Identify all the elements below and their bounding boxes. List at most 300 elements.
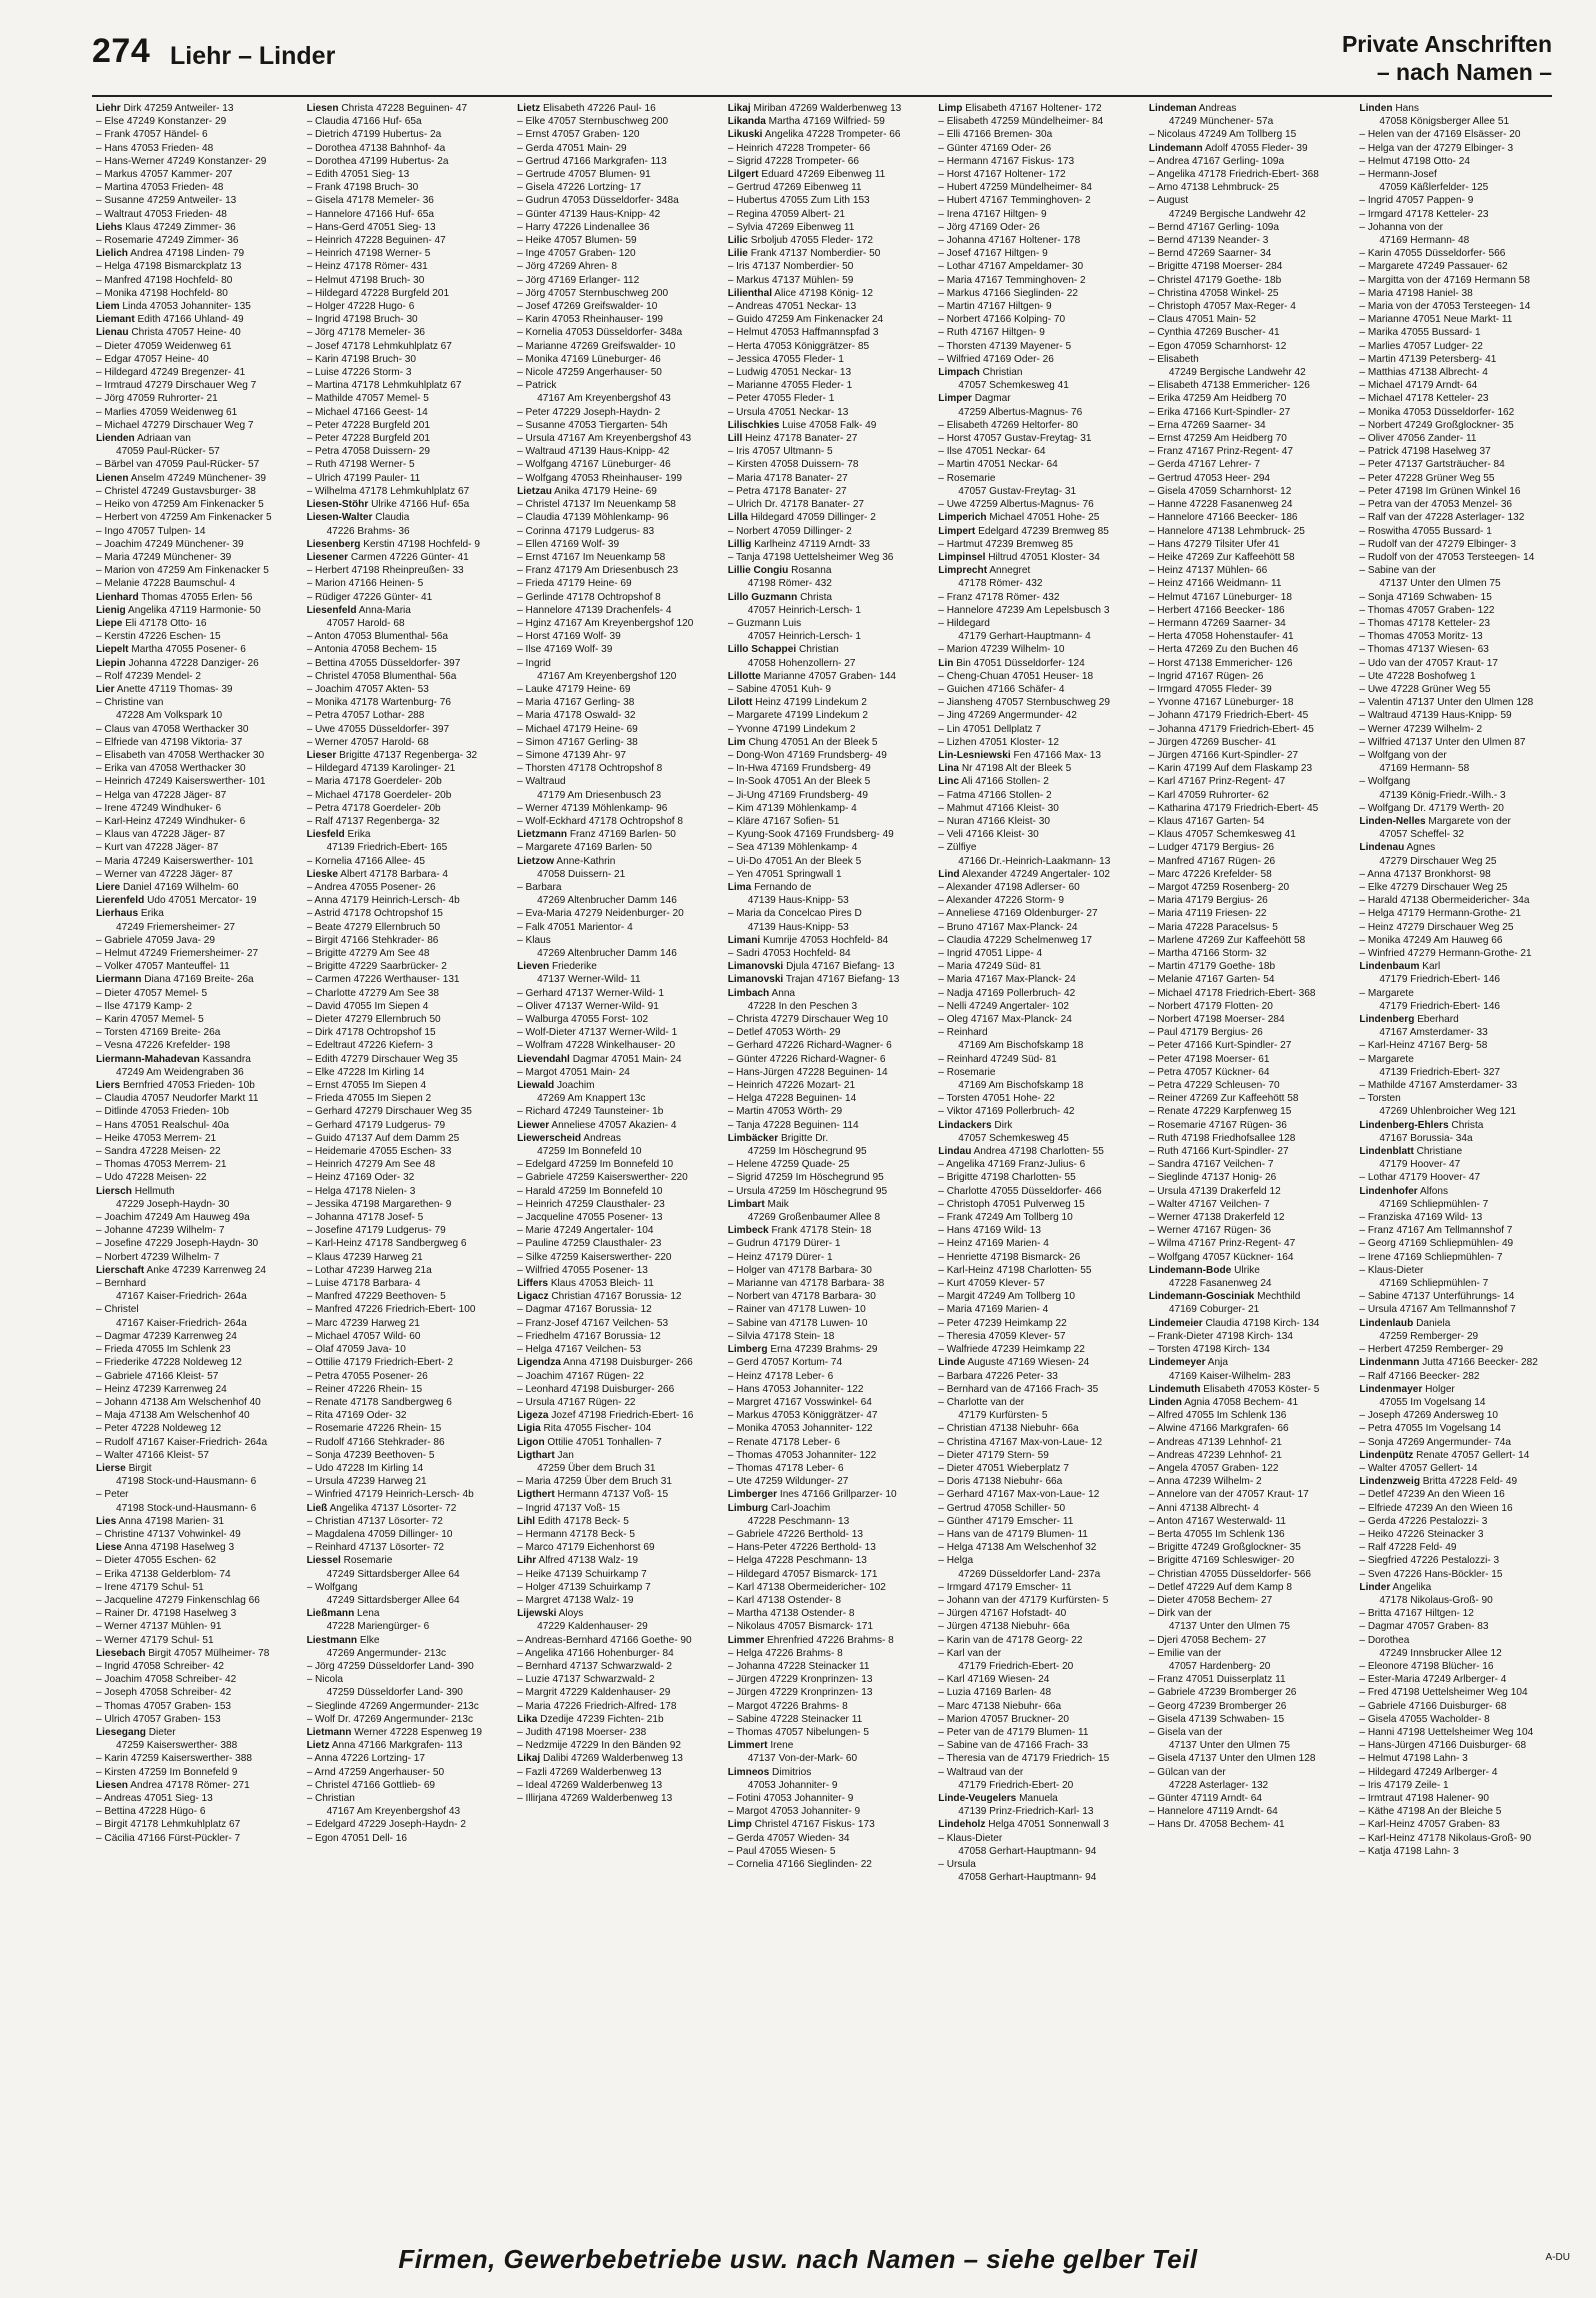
entry-text: – Johanna 47178 Josef- 5 xyxy=(306,1212,424,1224)
entry-text: Martha 47169 Wilfried- 59 xyxy=(768,116,885,128)
entry-text: Anke 47239 Karrenweg 24 xyxy=(146,1264,267,1276)
directory-entry xyxy=(938,208,1133,221)
section-title-line1: Private Anschriften xyxy=(1341,31,1552,57)
directory-entry xyxy=(1149,313,1344,326)
entry-text: – Winfried 47179 Heinrich-Lersch- 4b xyxy=(306,1489,474,1501)
entry-text: 47059 Käßlerfelder- 125 xyxy=(1379,182,1489,194)
directory-entry xyxy=(728,1105,923,1118)
entry-text: – Sabine 47051 Kuh- 9 xyxy=(727,683,831,695)
entry-text: 47057 Heinrich-Lersch- 1 xyxy=(747,604,862,616)
directory-entry xyxy=(96,1079,291,1092)
directory-entry xyxy=(96,525,291,538)
entry-surname: Lillotte xyxy=(727,670,761,682)
entry-text: – Irene 47249 Windhuker- 6 xyxy=(96,802,222,814)
directory-entry xyxy=(728,1858,923,1871)
directory-entry xyxy=(307,1330,502,1343)
entry-text: – Martin 47053 Wörth- 29 xyxy=(727,1106,843,1118)
entry-text: – Hermann 47269 Saarner- 34 xyxy=(1148,617,1286,629)
entry-text: – Margit 47249 Am Tollberg 10 xyxy=(938,1291,1076,1303)
entry-text: – Lin 47051 Dellplatz 7 xyxy=(938,723,1041,735)
entry-surname: Liem xyxy=(96,301,120,313)
entry-text: – Fatma 47166 Stollen- 2 xyxy=(938,789,1052,801)
directory-entry xyxy=(728,1752,923,1765)
entry-surname: Lilienthal xyxy=(727,287,773,299)
entry-text: – Franz 47051 Duisserplatz 11 xyxy=(1148,1674,1286,1686)
directory-entry xyxy=(938,630,1133,643)
entry-text: 47169 Coburger- 21 xyxy=(1168,1304,1260,1316)
directory-entry xyxy=(938,591,1133,604)
entry-text: Elisabeth 47226 Paul- 16 xyxy=(542,103,656,114)
entry-text: – Gabriele 47166 Kleist- 57 xyxy=(96,1370,219,1382)
entry-text: 47249 Am Weidengraben 36 xyxy=(116,1066,244,1078)
directory-entry xyxy=(1359,1251,1554,1264)
directory-entry xyxy=(938,762,1133,775)
directory-entry xyxy=(307,683,502,696)
directory-entry xyxy=(728,168,923,181)
directory-entry xyxy=(1359,485,1554,498)
directory-entry xyxy=(938,1422,1133,1435)
directory-entry xyxy=(938,564,1133,577)
directory-entry xyxy=(517,1700,712,1713)
directory-entry xyxy=(517,1396,712,1409)
entry-text: – Ingrid 47137 Voß- 15 xyxy=(517,1502,620,1514)
entry-text: Ottilie 47051 Tonhallen- 7 xyxy=(547,1436,662,1448)
directory-entry xyxy=(307,1145,502,1158)
entry-text: – Gerhard 47167 Max-von-Laue- 12 xyxy=(938,1489,1100,1501)
entry-text: Anna xyxy=(771,987,796,999)
directory-entry xyxy=(1149,1462,1344,1475)
directory-entry xyxy=(938,1488,1133,1501)
entry-text: – Friedhelm 47167 Borussia- 12 xyxy=(517,1330,661,1342)
entry-text: – Ursula 47167 Am Kreyenbergshof 43 xyxy=(517,433,692,445)
directory-entry xyxy=(728,1224,923,1237)
directory-entry xyxy=(938,168,1133,181)
entry-surname: Ligia xyxy=(517,1423,541,1435)
entry-text: 47057 Scheffel- 32 xyxy=(1379,829,1464,841)
entry-text: – Thomas 47057 Graben- 122 xyxy=(1359,604,1495,616)
entry-text: – Gerhard 47279 Dirschauer Weg 35 xyxy=(306,1106,472,1118)
directory-entry xyxy=(938,1105,1133,1118)
entry-text: – Erna 47269 Saarner- 34 xyxy=(1148,419,1266,431)
directory-entry xyxy=(728,1264,923,1277)
directory-entry xyxy=(938,300,1133,313)
directory-entry xyxy=(307,1475,502,1488)
directory-entry xyxy=(1359,1211,1554,1224)
entry-text: 47055 Im Vogelsang 14 xyxy=(1379,1396,1486,1408)
entry-text: – Helga 47226 Brahms- 8 xyxy=(727,1647,843,1659)
entry-text: – Thomas 47053 Moritz- 13 xyxy=(1359,631,1483,643)
directory-entry xyxy=(728,934,923,947)
directory-entry xyxy=(728,1488,923,1501)
directory-entry xyxy=(517,1634,712,1647)
entry-text: – Günter 47139 Haus-Knipp- 42 xyxy=(517,208,661,220)
directory-entry xyxy=(1149,1805,1344,1818)
directory-entry xyxy=(96,934,291,947)
entry-text: – Corinna 47179 Ludgerus- 83 xyxy=(517,525,655,537)
directory-entry xyxy=(1359,1330,1554,1343)
entry-text: – Andreas 47239 Lehnhof- 21 xyxy=(1148,1449,1282,1461)
entry-text: – Gerhard 47179 Ludgerus- 79 xyxy=(306,1119,446,1131)
entry-text: – Maria 47169 Marien- 4 xyxy=(938,1304,1049,1316)
directory-entry xyxy=(1359,894,1554,907)
directory-entry xyxy=(728,1132,923,1145)
entry-surname: Lillo Schappei xyxy=(727,644,797,656)
entry-text: – Maria da Concelcao Pires D xyxy=(727,908,862,920)
directory-entry xyxy=(307,696,502,709)
directory-entry xyxy=(517,855,712,868)
entry-surname: Liffers xyxy=(517,1278,548,1290)
directory-entry xyxy=(307,1502,502,1515)
directory-entry xyxy=(307,1660,502,1673)
entry-text: – Margarete 47249 Passauer- 62 xyxy=(1359,261,1508,273)
directory-entry xyxy=(517,736,712,749)
directory-entry xyxy=(1149,260,1344,273)
directory-entry xyxy=(96,142,291,155)
directory-entry xyxy=(307,1620,502,1633)
entry-text: – Karin 47198 Bruch- 30 xyxy=(306,353,416,365)
entry-text: Fernando de xyxy=(754,881,812,893)
entry-text: – Nicole 47259 Angerhauser- 50 xyxy=(517,367,662,379)
directory-entry xyxy=(1149,1053,1344,1066)
directory-entry xyxy=(96,670,291,683)
entry-text: – Kerstin 47226 Eschen- 15 xyxy=(96,631,221,643)
directory-entry xyxy=(1359,1396,1554,1409)
directory-entry xyxy=(1359,326,1554,339)
entry-text: Jozef 47198 Friedrich-Ebert- 16 xyxy=(551,1410,694,1422)
entry-text: – In-Sook 47051 An der Bleek 5 xyxy=(727,776,871,788)
entry-text: – Franz-Josef 47167 Veilchen- 53 xyxy=(517,1317,669,1329)
entry-surname: Lilgert xyxy=(727,169,759,181)
entry-text: – Franz 47178 Römer- 432 xyxy=(938,591,1060,603)
entry-text: – Ludwig 47051 Neckar- 13 xyxy=(727,367,852,379)
entry-text: – Michael 47166 Geest- 14 xyxy=(306,406,428,418)
directory-entry xyxy=(96,128,291,141)
directory-entry xyxy=(938,1845,1133,1858)
directory-entry xyxy=(1149,1581,1344,1594)
directory-entry xyxy=(307,525,502,538)
directory-entry xyxy=(1149,274,1344,287)
entry-text: – Christian 47055 Düsseldorfer- 566 xyxy=(1148,1568,1311,1580)
directory-entry xyxy=(1149,392,1344,405)
directory-entry xyxy=(307,274,502,287)
directory-entry xyxy=(517,1264,712,1277)
directory-entry xyxy=(1359,1818,1554,1831)
directory-entry xyxy=(307,1436,502,1449)
directory-entry xyxy=(728,432,923,445)
entry-text: Adolf 47055 Fleder- 39 xyxy=(1204,142,1308,154)
directory-entry xyxy=(517,1013,712,1026)
entry-text: Andreas xyxy=(1198,103,1237,114)
directory-entry xyxy=(307,894,502,907)
entry-text: – Norbert 47059 Dillinger- 2 xyxy=(727,525,852,537)
directory-entry xyxy=(1359,1739,1554,1752)
directory-entry xyxy=(517,1158,712,1171)
entry-text: 47139 Haus-Knipp- 53 xyxy=(747,921,849,933)
entry-text: – Jürgen 47166 Kurt-Spindler- 27 xyxy=(1148,749,1299,761)
entry-text: – Helga van der 47279 Elbinger- 3 xyxy=(1359,142,1514,154)
entry-text: Angelika 47228 Trompeter- 66 xyxy=(764,129,901,141)
entry-text: – Charlotte 47055 Düsseldorfer- 466 xyxy=(938,1185,1102,1197)
entry-surname: Likaj xyxy=(727,103,751,114)
directory-entry xyxy=(1149,432,1344,445)
directory-entry xyxy=(1149,1211,1344,1224)
entry-text: – Helga 47228 Beguinen- 14 xyxy=(727,1093,857,1105)
entry-text: Andreas xyxy=(583,1132,621,1144)
entry-text: – Karin 47053 Rheinhauser- 199 xyxy=(517,314,664,326)
entry-surname: Lillo Guzmann xyxy=(727,591,798,603)
directory-entry xyxy=(1149,1700,1344,1713)
entry-text: – Helmut 47198 Lahn- 3 xyxy=(1359,1753,1468,1765)
directory-entry xyxy=(728,1290,923,1303)
entry-text: – Petra 47058 Duissern- 29 xyxy=(306,446,431,458)
entry-text: – Arnd 47259 Angerhauser- 50 xyxy=(306,1766,445,1778)
directory-entry xyxy=(938,1303,1133,1316)
directory-entry xyxy=(1359,683,1554,696)
entry-text: 47058 Hohenzollern- 27 xyxy=(747,657,856,669)
directory-entry xyxy=(307,1581,502,1594)
entry-text: – Marco 47179 Eichenhorst 69 xyxy=(517,1542,655,1554)
directory-entry xyxy=(938,1858,1133,1871)
entry-text: – Wolfgang xyxy=(1359,776,1411,788)
directory-column xyxy=(1359,102,1554,2234)
entry-text: – Rudolf von der 47053 Tersteegen- 14 xyxy=(1359,551,1535,563)
directory-entry xyxy=(1359,221,1554,234)
entry-text: – Torsten xyxy=(1359,1093,1401,1105)
directory-entry xyxy=(517,511,712,524)
directory-entry xyxy=(728,1092,923,1105)
entry-text: – Birgit 47166 Stehkrader- 86 xyxy=(306,934,439,946)
entry-text: – Thomas 47053 Merrem- 21 xyxy=(96,1159,227,1171)
directory-entry xyxy=(307,1119,502,1132)
entry-text: – Günter 47226 Richard-Wagner- 6 xyxy=(727,1053,886,1065)
entry-text: – Paul 47055 Wiesen- 5 xyxy=(727,1845,836,1857)
entry-text: 47228 Asterlager- 132 xyxy=(1168,1779,1269,1791)
directory-entry xyxy=(517,300,712,313)
entry-text: – Barbara 47226 Peter- 33 xyxy=(938,1370,1058,1382)
directory-entry xyxy=(307,749,502,762)
entry-text: – Luise 47226 Storm- 3 xyxy=(306,367,412,379)
directory-entry xyxy=(728,155,923,168)
entry-text: – Norbert 47179 Flotten- 20 xyxy=(1148,1000,1273,1012)
entry-text: – Marlies 47059 Weidenweg 61 xyxy=(96,406,238,418)
entry-text: Anselm 47249 Münchener- 39 xyxy=(130,472,267,484)
directory-entry xyxy=(938,1251,1133,1264)
entry-text: – Heinz 47166 Weidmann- 11 xyxy=(1148,578,1282,590)
entry-text: Brigitte Dr. xyxy=(781,1132,829,1144)
directory-entry xyxy=(1149,445,1344,458)
directory-entry xyxy=(728,458,923,471)
entry-surname: Lies xyxy=(96,1515,117,1527)
entry-text: – Frank 47198 Bruch- 30 xyxy=(306,182,419,194)
directory-entry xyxy=(938,577,1133,590)
directory-entry xyxy=(1359,947,1554,960)
entry-surname: Limmer xyxy=(727,1634,765,1646)
entry-text: Angelika 47137 Lösorter- 72 xyxy=(329,1502,457,1514)
entry-text: – Manfred 47198 Hochfeld- 80 xyxy=(96,274,233,286)
directory-entry xyxy=(96,511,291,524)
directory-entry xyxy=(307,1554,502,1567)
entry-surname: Limanovski xyxy=(727,961,784,973)
entry-text: – Heiko von 47259 Am Finkenacker 5 xyxy=(96,499,264,511)
entry-text: – Jörg 47269 Ahren- 8 xyxy=(517,261,618,273)
entry-text: 47169 Schliepmühlen- 7 xyxy=(1379,1278,1489,1290)
entry-text: Karl xyxy=(1422,961,1441,973)
entry-text: Lena xyxy=(357,1608,380,1620)
entry-text: – Jing 47269 Angermunder- 42 xyxy=(938,710,1077,722)
directory-entry xyxy=(307,1026,502,1039)
entry-text: 47169 Kaiser-Wilhelm- 283 xyxy=(1168,1370,1291,1382)
entry-text: – Jessika 47198 Margarethen- 9 xyxy=(306,1198,452,1210)
entry-text: – Monika 47053 Düsseldorfer- 162 xyxy=(1359,406,1515,418)
directory-entry xyxy=(938,815,1133,828)
directory-entry xyxy=(517,379,712,392)
entry-text: – Karl-Heinz 47057 Graben- 83 xyxy=(1359,1819,1500,1831)
entry-text: – Wilhelma 47178 Lehmkuhlplatz 67 xyxy=(306,485,470,497)
entry-text: 47139 König-Friedr.-Wilh.- 3 xyxy=(1379,789,1506,801)
directory-entry xyxy=(938,1079,1133,1092)
entry-text: – Frank 47249 Am Tollberg 10 xyxy=(938,1212,1073,1224)
directory-entry xyxy=(1359,1660,1554,1673)
entry-text: – Johanna 47228 Steinacker 11 xyxy=(727,1660,870,1672)
directory-entry xyxy=(728,340,923,353)
entry-text: – Susanne 47053 Tiergarten- 54h xyxy=(517,419,668,431)
directory-entry xyxy=(307,1092,502,1105)
directory-entry xyxy=(728,419,923,432)
directory-entry xyxy=(1149,670,1344,683)
directory-entry xyxy=(1359,841,1554,854)
entry-text: – Christian 47137 Lösorter- 72 xyxy=(306,1515,443,1527)
directory-entry xyxy=(728,313,923,326)
entry-text: – Michael 47178 Goerdeler- 20b xyxy=(306,789,452,801)
directory-entry xyxy=(1149,1343,1344,1356)
entry-text: – Werner 47139 Möhlenkamp- 96 xyxy=(517,802,668,814)
entry-text: – Theresia van de 47179 Friedrich- 15 xyxy=(938,1753,1110,1765)
directory-entry xyxy=(1359,155,1554,168)
entry-text: – Mathilde 47167 Amsterdamer- 33 xyxy=(1359,1080,1518,1092)
entry-text: – Monika 47178 Wartenburg- 76 xyxy=(306,697,451,709)
entry-text: – Irmgard 47179 Emscher- 11 xyxy=(938,1581,1072,1593)
directory-entry xyxy=(728,194,923,207)
directory-entry xyxy=(1149,1541,1344,1554)
entry-text: – Jürgen 47138 Niebuhr- 66a xyxy=(938,1621,1070,1633)
directory-entry xyxy=(1359,1171,1554,1184)
directory-entry xyxy=(1149,1396,1344,1409)
entry-text: – Irmtraud 47279 Dirschauer Weg 7 xyxy=(96,380,257,392)
entry-text: – Joachim 47249 Münchener- 39 xyxy=(96,538,244,550)
entry-surname: Lindemeier xyxy=(1148,1317,1203,1329)
entry-text: Marianne 47057 Graben- 144 xyxy=(763,670,897,682)
entry-text: – Heidemarie 47055 Eschen- 33 xyxy=(306,1146,452,1158)
entry-text: – Rüdiger 47226 Günter- 41 xyxy=(306,591,433,603)
entry-text: – Eva-Maria 47279 Neidenburger- 20 xyxy=(517,908,684,920)
directory-entry xyxy=(728,657,923,670)
entry-text: Chung 47051 An der Bleek 5 xyxy=(748,736,878,748)
entry-text: 47259 Düsseldorfer Land- 390 xyxy=(326,1687,463,1699)
entry-text: – Ji-Ung 47169 Frundsberg- 49 xyxy=(727,789,868,801)
directory-entry xyxy=(307,815,502,828)
directory-entry xyxy=(517,1119,712,1132)
entry-text: – Hans-Werner 47249 Konstanzer- 29 xyxy=(96,155,267,167)
directory-entry xyxy=(728,987,923,1000)
entry-text: Anna 47198 Duisburger- 266 xyxy=(563,1357,693,1369)
entry-text: – Tanja 47198 Uettelsheimer Weg 36 xyxy=(727,551,894,563)
entry-text: – Horst 47138 Emmericher- 126 xyxy=(1148,657,1293,669)
entry-text: Agnes xyxy=(1406,842,1436,854)
entry-text: Anja xyxy=(1207,1357,1228,1369)
directory-entry xyxy=(938,1237,1133,1250)
entry-text: – Gabriele 47239 Bromberger 26 xyxy=(1148,1687,1297,1699)
entry-text: – Rosemarie 47249 Zimmer- 36 xyxy=(96,235,239,247)
directory-entry xyxy=(938,1805,1133,1818)
entry-text: – Rosemarie 47226 Rhein- 15 xyxy=(306,1423,442,1435)
entry-text: – Iris 47137 Nomberdier- 50 xyxy=(727,261,854,273)
entry-text: Johanna 47228 Danziger- 26 xyxy=(128,657,259,669)
directory-entry xyxy=(1359,208,1554,221)
entry-text: – Iris 47057 Ultmann- 5 xyxy=(727,446,833,458)
directory-entry xyxy=(307,1264,502,1277)
entry-text: – Herta 47269 Zu den Buchen 46 xyxy=(1148,644,1299,656)
directory-entry xyxy=(938,696,1133,709)
directory-entry xyxy=(728,1356,923,1369)
directory-entry xyxy=(307,1383,502,1396)
directory-entry xyxy=(938,868,1133,881)
directory-entry xyxy=(517,538,712,551)
directory-entry xyxy=(1149,1726,1344,1739)
directory-entry xyxy=(517,1317,712,1330)
directory-entry xyxy=(96,604,291,617)
directory-entry xyxy=(96,300,291,313)
entry-text: – Guido 47137 Auf dem Damm 25 xyxy=(306,1132,460,1144)
entry-text: – Anna 47137 Bronkhorst- 98 xyxy=(1359,868,1491,880)
entry-text: Djula 47167 Biefang- 13 xyxy=(786,961,895,973)
entry-text: – Petra 47057 Kückner- 64 xyxy=(1148,1066,1270,1078)
entry-text: – Kim 47139 Möhlenkamp- 4 xyxy=(727,802,857,814)
directory-entry xyxy=(307,538,502,551)
directory-entry xyxy=(728,960,923,973)
entry-text: – Helga 47198 Bismarckplatz 13 xyxy=(96,261,242,273)
directory-entry xyxy=(1149,340,1344,353)
directory-entry xyxy=(307,155,502,168)
entry-text: – Cäcilia 47166 Fürst-Pückler- 7 xyxy=(96,1832,241,1844)
directory-entry xyxy=(1359,1026,1554,1039)
directory-entry xyxy=(96,1779,291,1792)
entry-surname: Ligthert xyxy=(517,1489,555,1501)
entry-text: 47259 Albertus-Magnus- 76 xyxy=(958,406,1083,418)
directory-entry xyxy=(938,1343,1133,1356)
entry-surname: Lima xyxy=(727,881,752,893)
directory-entry xyxy=(1149,1119,1344,1132)
directory-entry xyxy=(517,1026,712,1039)
entry-text: 47058 Gerhart-Hauptmann- 94 xyxy=(958,1872,1097,1884)
entry-text: – Norbert 47166 Kolping- 70 xyxy=(938,314,1066,326)
entry-surname: Lindenpütz xyxy=(1359,1449,1414,1461)
entry-text: 47167 Kaiser-Friedrich- 264a xyxy=(116,1291,247,1303)
entry-text: – Carmen 47226 Werthauser- 131 xyxy=(306,974,460,986)
directory-entry xyxy=(1149,749,1344,762)
entry-surname: Liesenfeld xyxy=(306,604,357,616)
entry-text: – Thomas 47178 Ketteler- 23 xyxy=(1359,617,1490,629)
directory-entry xyxy=(517,1766,712,1779)
entry-text: – Ernst 47259 Am Heidberg 70 xyxy=(1148,433,1287,445)
directory-entry xyxy=(1149,1079,1344,1092)
directory-entry xyxy=(307,247,502,260)
directory-entry xyxy=(1149,1092,1344,1105)
directory-entry xyxy=(96,907,291,920)
directory-entry xyxy=(1149,881,1344,894)
directory-entry xyxy=(1149,1409,1344,1422)
directory-entry xyxy=(517,498,712,511)
entry-text: – Christel 47249 Gustavsburger- 38 xyxy=(96,485,256,497)
